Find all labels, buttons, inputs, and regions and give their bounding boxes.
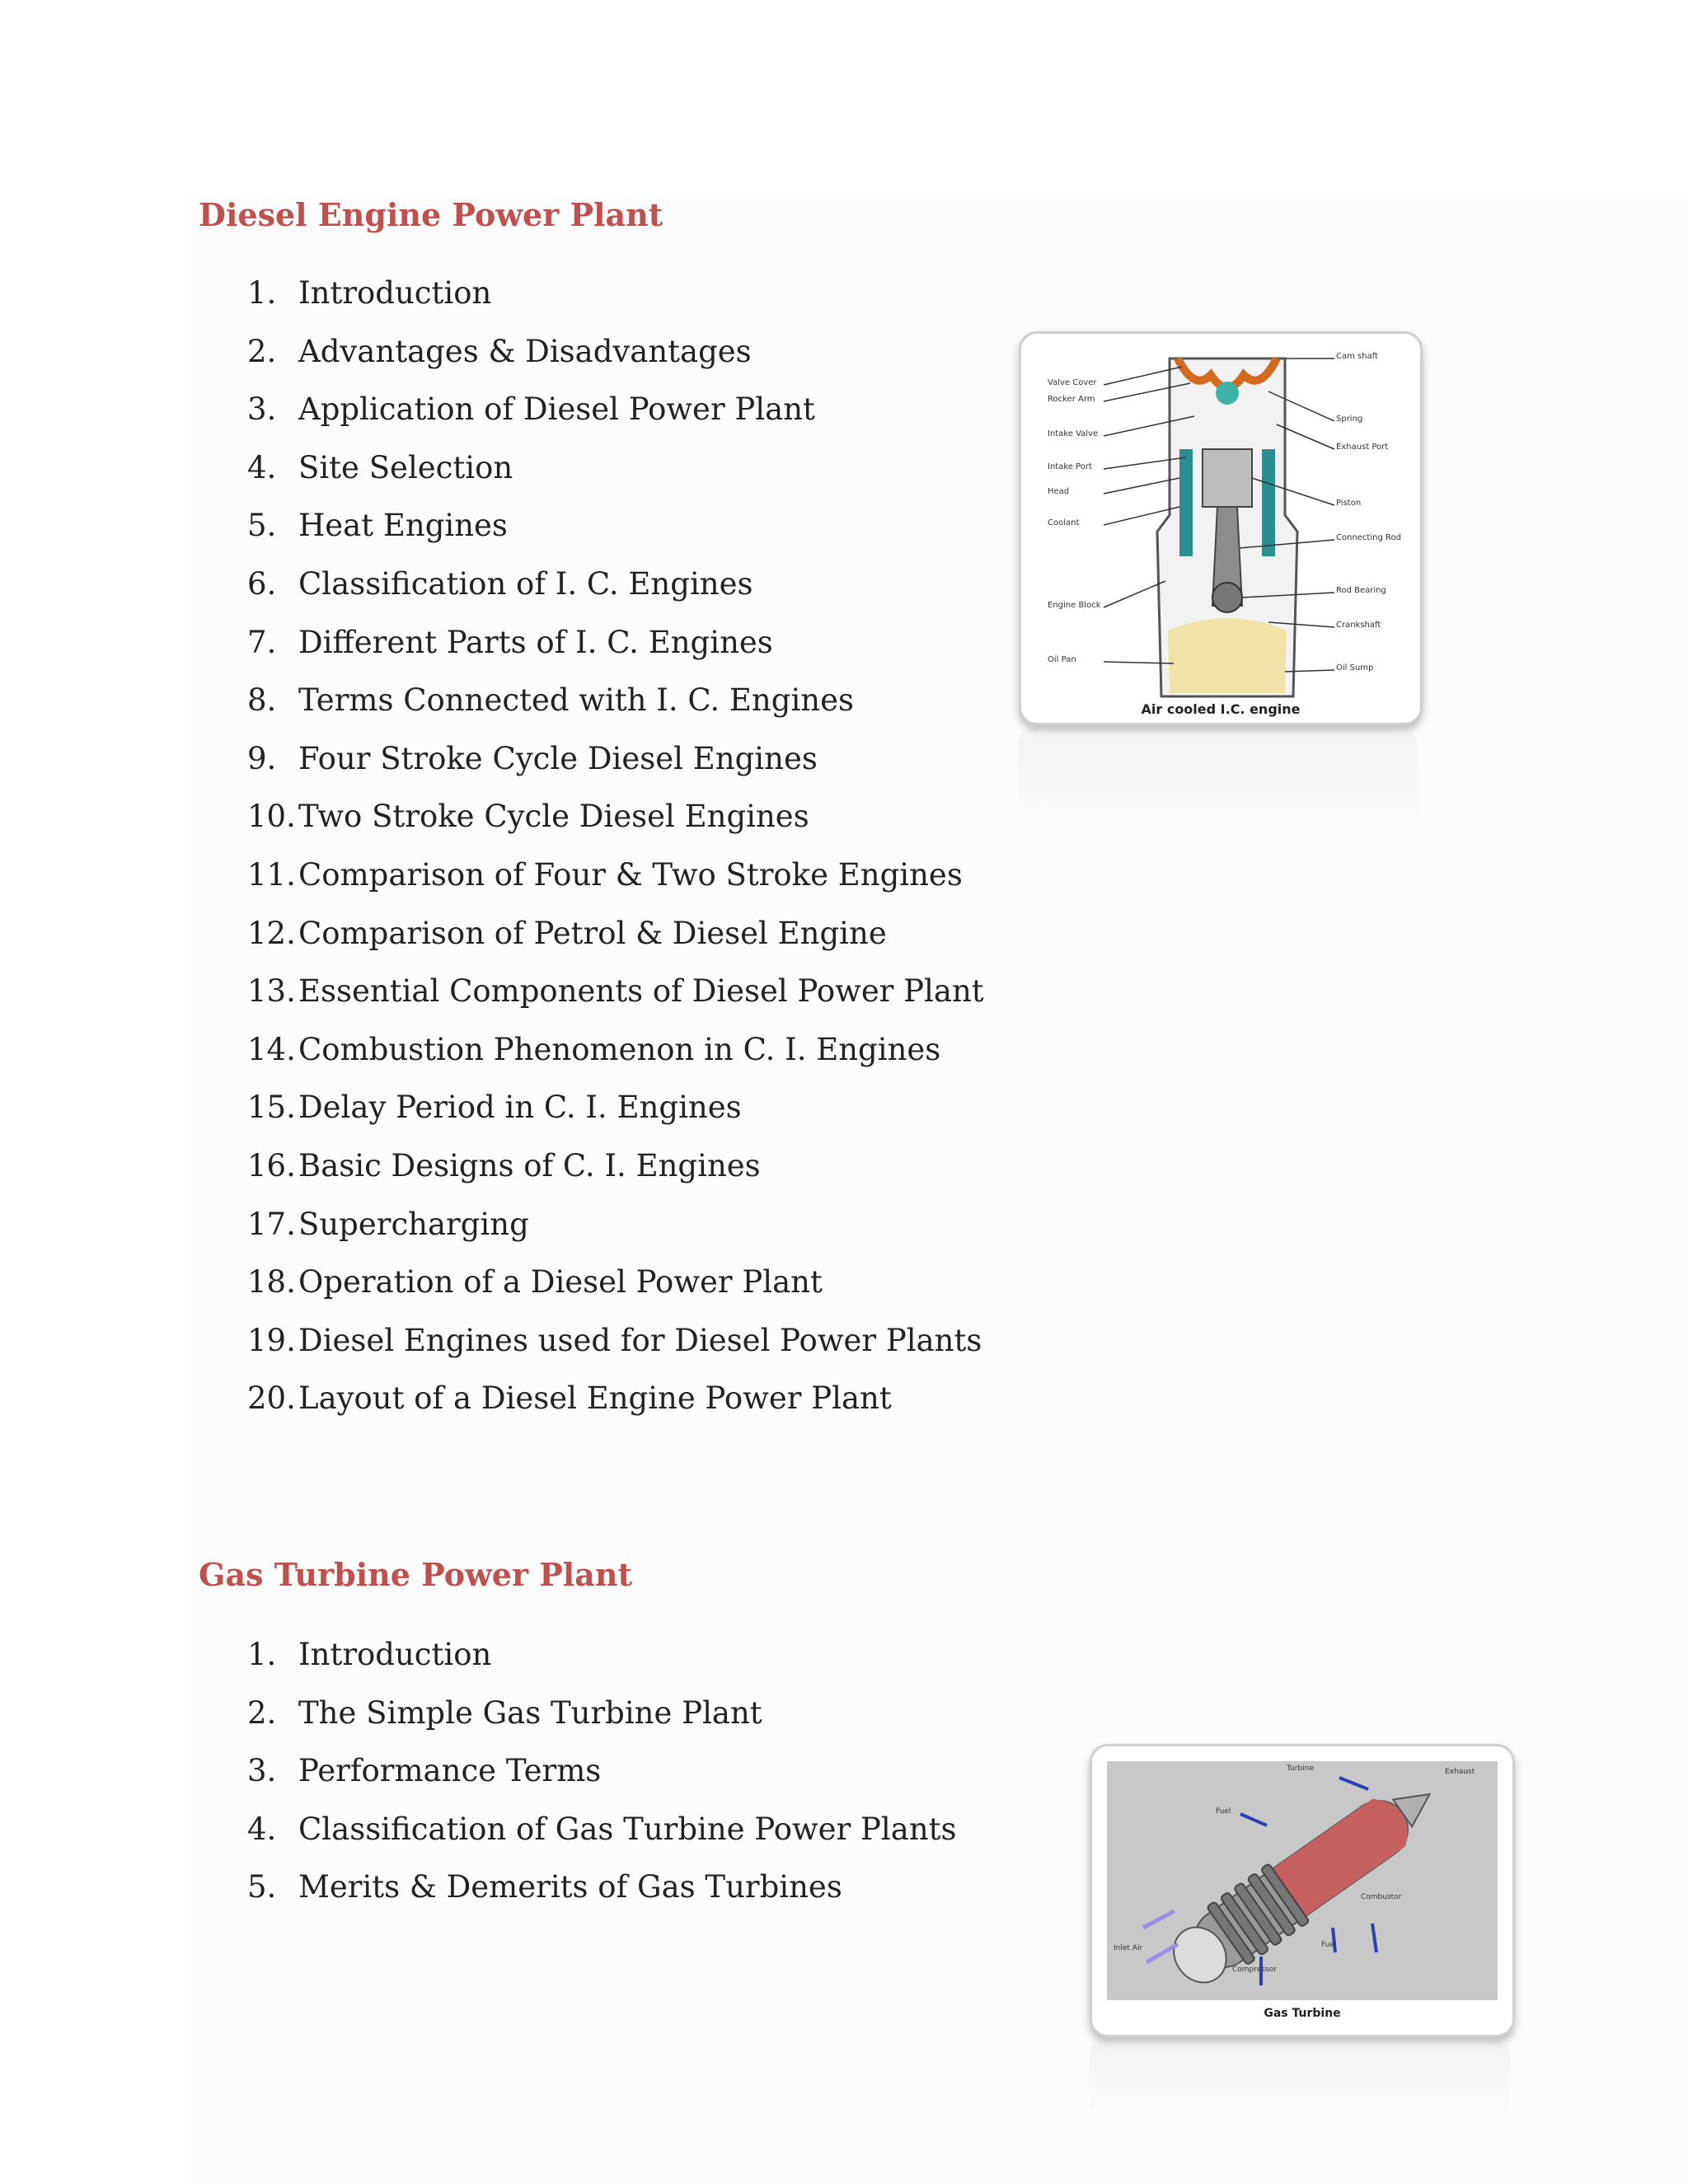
toc-item (247, 1864, 957, 1923)
label-oil-sump: Oil Sump (1336, 663, 1374, 673)
toc-item-text: Diesel Engines used for Diesel Power Plants (298, 1322, 982, 1358)
toc-item-number: 4. (247, 1811, 277, 1847)
toc-item-text: Advantages & Disadvantages (298, 333, 752, 369)
label-cam-shaft: Cam shaft (1336, 352, 1378, 361)
toc-item-text: Terms Connected with I. C. Engines (298, 682, 854, 719)
toc-item-number: 13. (247, 973, 296, 1010)
toc-item-number: 1. (247, 1637, 277, 1672)
label-connecting-rod: Connecting Rod (1336, 533, 1401, 542)
toc-item-number: 19. (247, 1322, 296, 1358)
section-title: Gas Turbine Power Plant (199, 1556, 633, 1593)
toc-item-number: 7. (247, 624, 277, 660)
toc-item (247, 329, 984, 387)
label-coolant: Coolant (1048, 518, 1080, 527)
toc-item (247, 736, 984, 794)
toc-item (247, 968, 984, 1027)
toc-item (247, 1027, 984, 1085)
figure-caption: Gas Turbine (1264, 2007, 1341, 2020)
figure-reflection (1090, 2039, 1510, 2121)
label-spring: Spring (1336, 415, 1363, 424)
toc-item (247, 911, 984, 969)
label-fuel-bottom: Fuel (1321, 1941, 1337, 1949)
toc-item-number: 10. (247, 799, 296, 835)
toc-item (247, 1259, 984, 1318)
figure-reflection (1019, 727, 1418, 842)
toc-item (247, 1085, 984, 1143)
toc-item-number: 9. (247, 740, 277, 776)
toc-item (247, 852, 984, 911)
toc-item-text: Heat Engines (298, 508, 508, 544)
toc-item-number: 11. (247, 856, 296, 893)
toc-item-text: Delay Period in C. I. Engines (298, 1090, 742, 1126)
toc-item-text: Four Stroke Cycle Diesel Engines (298, 740, 818, 776)
label-intake-port: Intake Port (1048, 462, 1092, 471)
label-engine-block: Engine Block (1048, 601, 1101, 610)
toc-item-number: 5. (247, 1869, 277, 1905)
label-fuel-top: Fuel (1216, 1807, 1231, 1816)
toc-item (247, 503, 984, 561)
toc-item-number: 5. (247, 508, 277, 544)
toc-item-text: Different Parts of I. C. Engines (298, 624, 773, 660)
toc-item-text: Operation of a Diesel Power Plant (298, 1264, 823, 1301)
label-turbine: Turbine (1287, 1765, 1314, 1773)
toc-item-number: 2. (247, 333, 277, 369)
label-valve-cover: Valve Cover (1048, 378, 1097, 387)
toc-list (247, 1632, 957, 1923)
toc-item-number: 20. (247, 1380, 296, 1417)
toc-item (247, 620, 984, 678)
label-rod-bearing: Rod Bearing (1336, 586, 1386, 595)
toc-item-text: Classification of Gas Turbine Power Plants (298, 1811, 957, 1847)
toc-item (247, 1690, 957, 1749)
toc-item-number: 15. (247, 1090, 296, 1126)
toc-item-number: 16. (247, 1147, 296, 1183)
section-title: Diesel Engine Power Plant (199, 196, 663, 233)
toc-item-number: 17. (247, 1206, 296, 1242)
toc-item (247, 445, 984, 504)
toc-item-number: 12. (247, 915, 296, 951)
toc-item-text: Classification of I. C. Engines (298, 565, 753, 602)
label-inlet-air: Inlet Air (1114, 1944, 1143, 1952)
toc-item (247, 1202, 984, 1260)
toc-item-text: Introduction (298, 1637, 492, 1672)
toc-item-text: The Simple Gas Turbine Plant (298, 1694, 762, 1731)
figure-caption: Air cooled I.C. engine (1141, 701, 1301, 717)
toc-item-text: Two Stroke Cycle Diesel Engines (298, 799, 809, 835)
toc-item-text: Supercharging (298, 1206, 529, 1242)
toc-item (247, 1748, 957, 1807)
toc-item-number: 3. (247, 391, 277, 428)
toc-item (247, 270, 984, 329)
toc-item (247, 677, 984, 736)
toc-item-number: 14. (247, 1031, 296, 1067)
toc-item-text: Layout of a Diesel Engine Power Plant (298, 1380, 892, 1417)
toc-item-number: 6. (247, 565, 277, 602)
toc-item-text: Comparison of Petrol & Diesel Engine (298, 915, 887, 951)
label-rocker-arm: Rocker Arm (1048, 395, 1095, 404)
toc-item-text: Essential Components of Diesel Power Plant (298, 973, 984, 1010)
toc-item (247, 1376, 984, 1434)
toc-item-number: 1. (247, 275, 277, 311)
toc-item-number: 8. (247, 682, 277, 719)
toc-item-text: Merits & Demerits of Gas Turbines (298, 1869, 842, 1905)
toc-item (247, 1143, 984, 1202)
toc-item-text: Comparison of Four & Two Stroke Engines (298, 856, 963, 893)
toc-item (247, 561, 984, 620)
toc-item (247, 1807, 957, 1865)
label-crankshaft: Crankshaft (1336, 621, 1381, 630)
toc-item-number: 4. (247, 449, 277, 485)
label-intake-valve: Intake Valve (1048, 429, 1099, 438)
label-compressor: Compressor (1232, 1966, 1277, 1974)
toc-list (247, 270, 984, 1434)
gas-turbine-figure (1090, 1744, 1515, 2037)
toc-item-number: 3. (247, 1753, 277, 1789)
toc-item (247, 387, 984, 445)
ic-engine-figure (1019, 331, 1423, 725)
toc-item (247, 1318, 984, 1376)
label-combustor: Combustor (1361, 1893, 1402, 1901)
label-exhaust-port: Exhaust Port (1336, 443, 1389, 452)
toc-item-number: 18. (247, 1264, 296, 1301)
label-exhaust: Exhaust (1445, 1768, 1475, 1776)
gas-turbine-diagram (1092, 1746, 1512, 2035)
toc-item-text: Performance Terms (298, 1753, 602, 1789)
label-piston: Piston (1336, 499, 1362, 508)
label-oil-pan: Oil Pan (1048, 655, 1076, 664)
toc-item (247, 794, 984, 852)
toc-item (247, 1632, 957, 1690)
toc-item-text: Combustion Phenomenon in C. I. Engines (298, 1031, 941, 1067)
toc-item-text: Basic Designs of C. I. Engines (298, 1147, 761, 1183)
toc-item-number: 2. (247, 1694, 277, 1731)
toc-item-text: Application of Diesel Power Plant (298, 391, 815, 428)
toc-item-text: Introduction (298, 275, 492, 311)
label-head: Head (1048, 487, 1070, 496)
toc-item-text: Site Selection (298, 449, 513, 485)
